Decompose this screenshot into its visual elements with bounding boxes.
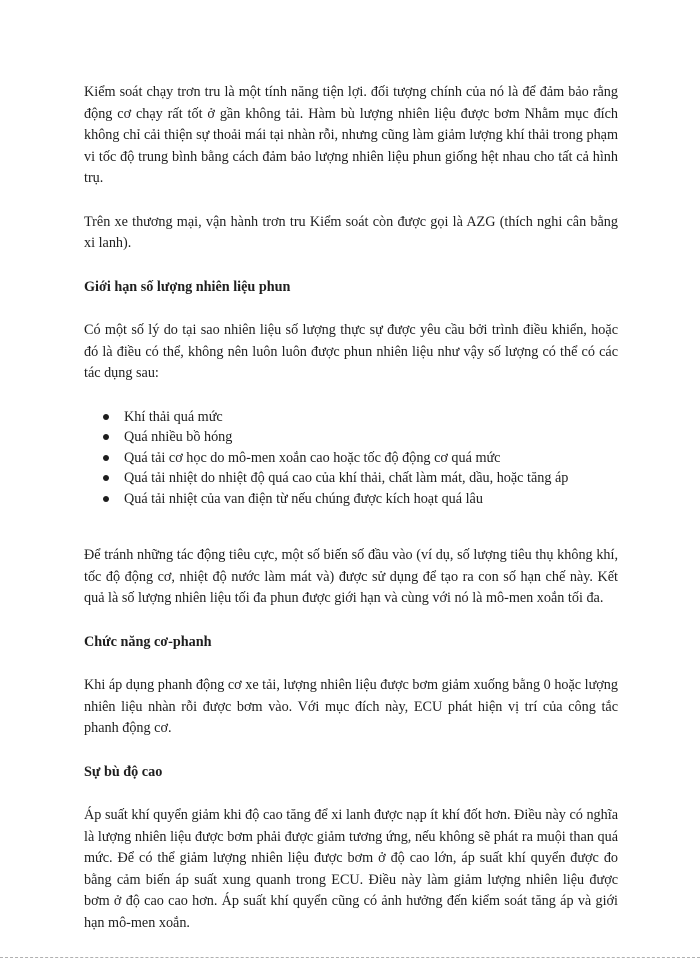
list-item: Quá tải cơ học do mô-men xoắn cao hoặc tốc độ động cơ quá mức <box>84 448 618 469</box>
limit-paragraph-2: Để tránh những tác động tiêu cực, một số biến số đầu vào (ví dụ, số lượng tiêu thụ không khí, tốc độ động cơ, nhiệt độ nước làm mát và) được sử dụng để tạo ra con số hạn chế này. Kết quả là số lượng nhiên liệu tối đa phun được giới hạn và cùng với nó là mô-men xoắn tối đa. <box>84 547 618 606</box>
intro-paragraph-2: Trên xe thương mại, vận hành trơn tru Kiểm soát còn được gọi là AZG (thích nghi cân bằng xi lanh). <box>84 213 618 251</box>
brake-paragraph: Khi áp dụng phanh động cơ xe tải, lượng nhiên liệu được bơm giảm xuống bằng 0 hoặc lượng nhiên liệu nhàn rỗi được bơm vào. Với mục đích này, ECU phát hiện vị trí của công tắc phanh động cơ. <box>84 677 618 736</box>
limit-bullet-list <box>84 407 618 510</box>
list-item: Quá tải nhiệt do nhiệt độ quá cao của khí thải, chất làm mát, dầu, hoặc tăng áp <box>84 468 618 489</box>
document-page <box>84 82 618 934</box>
list-item: Quá tải nhiệt của van điện từ nếu chúng được kích hoạt quá lâu <box>84 489 618 510</box>
limit-heading: Giới hạn số lượng nhiên liệu phun <box>84 278 291 295</box>
limit-paragraph-1: Có một số lý do tại sao nhiên liệu số lượng thực sự được yêu cầu bởi trình điều khiển, hoặc đó là điều có thể, không nên luôn luôn được phun nhiên liệu như vậy số lượng có thể có các tác dụng sau: <box>84 322 618 381</box>
list-item: Quá nhiều bồ hóng <box>84 427 618 448</box>
list-item: Khí thải quá mức <box>84 407 618 428</box>
page-bottom-border <box>0 957 700 958</box>
bullet-icon <box>103 475 109 481</box>
bullet-icon <box>103 496 109 502</box>
altitude-paragraph: Áp suất khí quyển giảm khi độ cao tăng để xi lanh được nạp ít khí đốt hơn. Điều này có nghĩa là lượng nhiên liệu được bơm phải được giảm tương ứng, nếu không sẽ phát ra muội than quá mức. Để có thể giảm lượng nhiên liệu được bơm ở độ cao lớn, áp suất khí quyển được đo bằng cảm biến áp suất xung quanh trong ECU. Điều này làm giảm lượng nhiên liệu được bơm ở độ cao cao hơn. Áp suất khí quyển cũng có ảnh hưởng đến kiểm soát tăng áp và giới hạn mô-men xoắn. <box>84 807 618 931</box>
altitude-heading: Sự bù độ cao <box>84 763 163 780</box>
bullet-icon <box>103 434 109 440</box>
bullet-icon <box>103 455 109 461</box>
brake-heading: Chức năng cơ-phanh <box>84 633 212 650</box>
intro-paragraph-1: Kiểm soát chạy trơn tru là một tính năng tiện lợi. đối tượng chính của nó là để đảm bảo rằng động cơ chạy rất tốt ở gần không tải. Hàm bù lượng nhiên liệu được bơm Nhằm mục đích không chỉ cải thiện sự thoải mái tại nhàn rỗi, nhưng cũng làm giảm lượng khí thải trong phạm vi tốc độ trung bình bằng cách đảm bảo lượng nhiên liệu phun giống hệt nhau cho tất cả hình trụ. <box>84 84 618 186</box>
bullet-icon <box>103 414 109 420</box>
